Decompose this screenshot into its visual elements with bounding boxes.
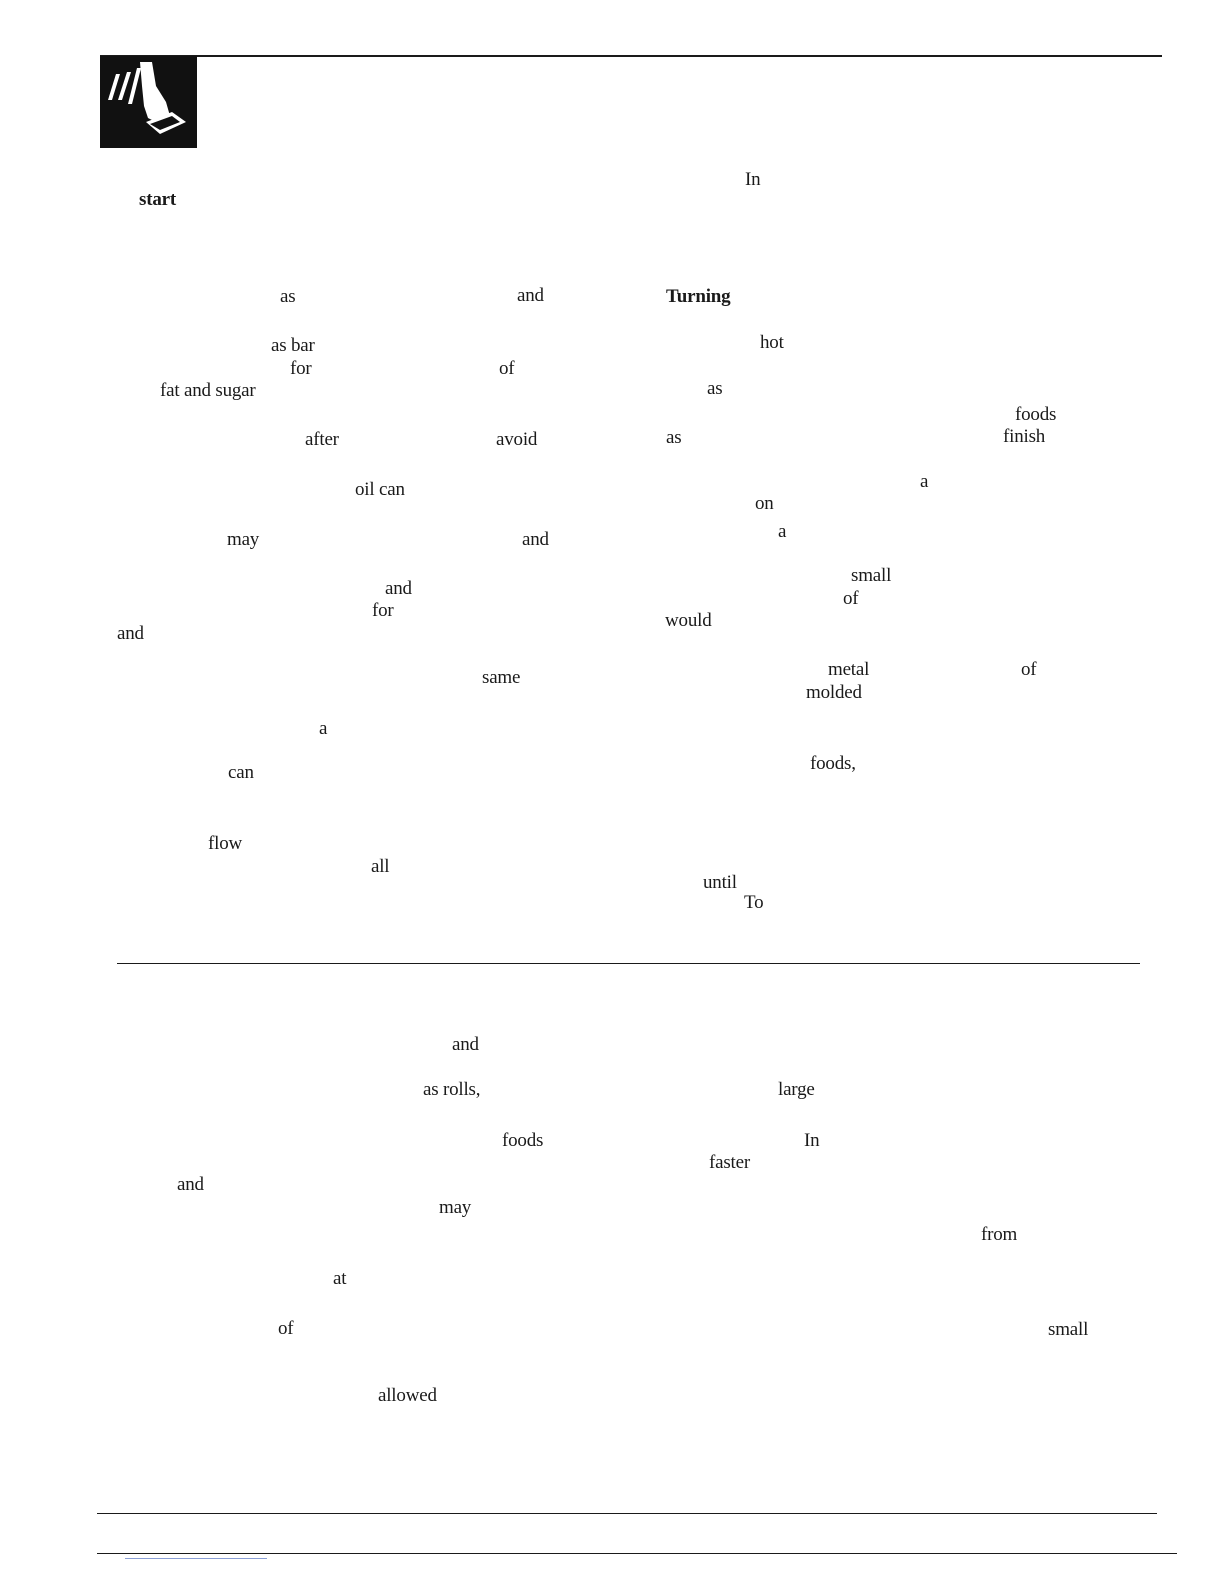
text-fragment: molded — [806, 682, 862, 703]
touch-hand-icon — [100, 56, 197, 148]
text-fragment: In — [804, 1130, 820, 1151]
text-fragment: and — [517, 285, 544, 306]
text-fragment: as bar — [271, 335, 315, 356]
text-fragment: oil can — [355, 479, 405, 500]
text-fragment: and — [117, 623, 144, 644]
text-fragment: can — [228, 762, 254, 783]
text-fragment: would — [665, 610, 712, 631]
text-fragment: fat and sugar — [160, 380, 256, 401]
text-fragment: at — [333, 1268, 347, 1289]
text-fragment: and — [522, 529, 549, 550]
top-rule — [100, 55, 1162, 57]
text-fragment: a — [778, 521, 787, 542]
text-fragment: may — [439, 1197, 472, 1218]
text-fragment: after — [305, 429, 339, 450]
text-fragment: of — [499, 358, 515, 379]
text-fragment: on — [755, 493, 774, 514]
text-fragment: allowed — [378, 1385, 437, 1406]
text-fragment: and — [452, 1034, 479, 1055]
text-fragment: same — [482, 667, 521, 688]
text-fragment: and — [385, 578, 412, 599]
footer-rule — [97, 1513, 1157, 1514]
text-fragment: and — [177, 1174, 204, 1195]
text-fragment: foods, — [810, 753, 856, 774]
text-fragment: small — [1048, 1319, 1089, 1340]
text-fragment: small — [851, 565, 892, 586]
text-fragment: finish — [1003, 426, 1046, 447]
text-fragment: may — [227, 529, 260, 550]
text-fragment: a — [920, 471, 929, 492]
text-fragment: as — [707, 378, 723, 399]
text-fragment: of — [843, 588, 859, 609]
text-fragment: as — [280, 286, 296, 307]
text-fragment: for — [290, 358, 312, 379]
text-fragment: start — [139, 189, 176, 210]
text-fragment: hot — [760, 332, 784, 353]
text-fragment: faster — [709, 1152, 750, 1173]
text-fragment: as — [666, 427, 682, 448]
text-fragment: large — [778, 1079, 815, 1100]
text-fragment: as rolls, — [423, 1079, 481, 1100]
footer-rule-lower — [97, 1553, 1177, 1554]
text-fragment: In — [745, 169, 761, 190]
text-fragment: of — [278, 1318, 294, 1339]
text-fragment: metal — [828, 659, 870, 680]
text-fragment: all — [371, 856, 390, 877]
text-fragment: of — [1021, 659, 1037, 680]
text-fragment: until — [703, 872, 737, 893]
text-fragment: Turning — [666, 286, 731, 307]
text-fragment: from — [981, 1224, 1018, 1245]
text-fragment: a — [319, 718, 328, 739]
text-fragment: for — [372, 600, 394, 621]
text-fragment: To — [744, 892, 764, 913]
text-fragment: foods — [502, 1130, 544, 1151]
text-fragment: flow — [208, 833, 243, 854]
text-fragment: avoid — [496, 429, 538, 450]
text-fragment: foods — [1015, 404, 1057, 425]
section-divider — [117, 963, 1140, 964]
footer-blue-mark — [125, 1558, 267, 1559]
